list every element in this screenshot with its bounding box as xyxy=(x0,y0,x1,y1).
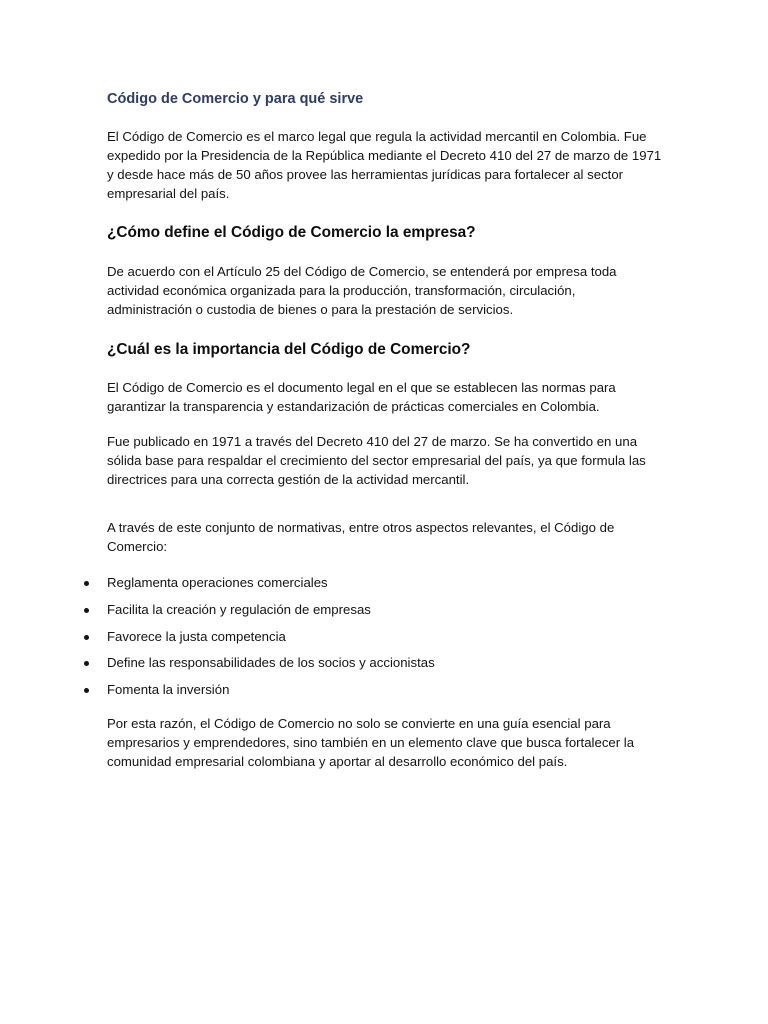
intro-paragraph: El Código de Comercio es el marco legal que regula la actividad mercantil en Colombia. Fue expedido por la Presidencia de la República mediante el Decreto 410 del 27 de marzo de 1971 y desde hace más de 50 años provee las herramientas jurídicas para fortalecer al sector empresarial del país. xyxy=(107,129,662,201)
bullet-icon xyxy=(84,608,89,613)
list-item-text: Reglamenta operaciones comerciales xyxy=(107,575,328,590)
section-heading-definition: ¿Cómo define el Código de Comercio la empresa? xyxy=(107,224,476,241)
section-heading-importance: ¿Cuál es la importancia del Código de Comercio? xyxy=(107,341,471,358)
importance-paragraph: El Código de Comercio es el documento legal en el que se establecen las normas para garantizar la transparencia y estandarización de prácticas comerciales en Colombia. xyxy=(107,380,616,414)
bullet-icon xyxy=(84,581,89,586)
list-item-text: Favorece la justa competencia xyxy=(107,628,286,644)
bullet-icon xyxy=(84,688,89,693)
normativas-paragraph: A través de este conjunto de normativas, entre otros aspectos relevantes, el Código de Comercio: xyxy=(107,520,615,554)
list-item-text: Define las responsabilidades de los socios y accionistas xyxy=(107,655,435,671)
bullet-icon xyxy=(84,635,89,640)
list-item-text: Fomenta la inversión xyxy=(107,682,230,697)
page-title: Código de Comercio y para qué sirve xyxy=(107,91,364,107)
definition-paragraph: De acuerdo con el Artículo 25 del Código de Comercio, se entenderá por empresa toda actividad económica organizada para la producción, transformación, circulación, administración o custodia de bienes o para la prestación de servicios. xyxy=(107,264,617,317)
list-item-text: Facilita la creación y regulación de empresas xyxy=(107,601,371,617)
closing-paragraph: Por esta razón, el Código de Comercio no solo se convierte en una guía esencial para empresarios y emprendedores, sino también en un elemento clave que busca fortalecer la comunidad empresarial colombiana y aportar al desarrollo económico del país. xyxy=(107,716,635,769)
bullet-icon xyxy=(84,661,89,666)
publication-paragraph: Fue publicado en 1971 a través del Decreto 410 del 27 de marzo. Se ha convertido en una sólida base para respaldar el crecimiento del sector empresarial del país, ya que formula las directrices para una correcta gestión de la actividad mercantil. xyxy=(107,434,646,487)
